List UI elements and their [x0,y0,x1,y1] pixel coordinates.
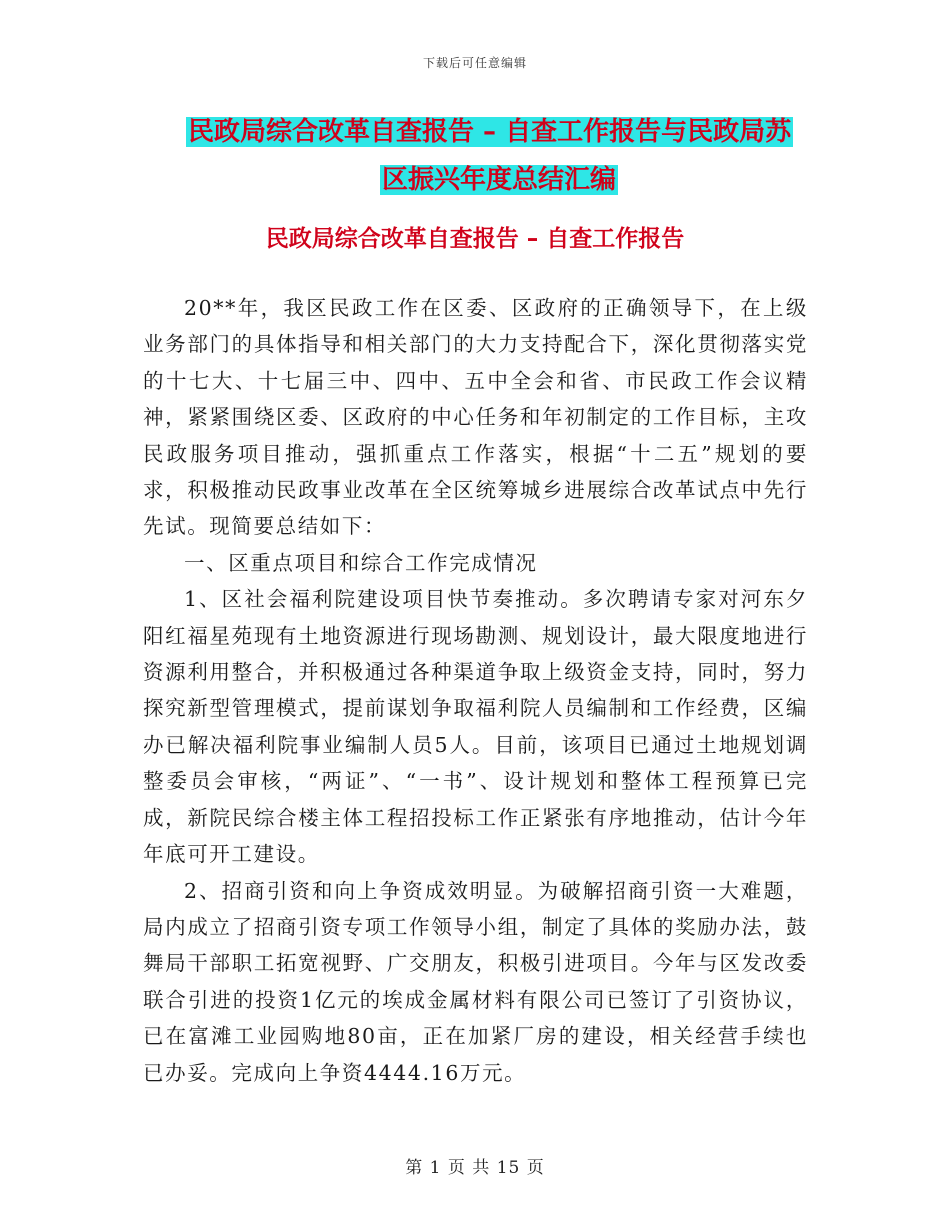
document-title [186,108,826,204]
paragraph-heading-one: 一、区重点项目和综合工作完成情况 [184,550,538,575]
header-note: 下载后可任意编辑 [422,56,527,70]
section-title: 民政局综合改革自查报告 – 自查工作报告 [265,226,685,252]
page-footer: 第 1 页 共 15 页 [405,1158,545,1178]
document-title-line1: 民政局综合改革自查报告 – 自查工作报告与民政局苏 [188,117,792,147]
body-text [143,290,808,1091]
paragraph-item-1: 1、区社会福利院建设项目快节奏推动。多次聘请专家对河东夕阳红福星苑现有土地资源进行现场勘测、规划设计，最大限度地进行资源利用整合，并积极通过各种渠道争取上级资金支持，同时，努力探究新型管理模式，提前谋划争取福利院人员编制和工作经费，区编办已解决福利院事业编制人员5人。目前，该项目已通过土地规划调整委员会审核，“两证”、“一书”、设计规划和整体工程预算已完成，新院民综合楼主体工程招投标工作正紧张有序地推动，估计今年年底可开工建设。 [143,587,808,867]
paragraph-intro: 20**年，我区民政工作在区委、区政府的正确领导下，在上级业务部门的具体指导和相关部门的大力支持配合下，深化贯彻落实党的十七大、十七届三中、四中、五中全会和省、市民政工作会议精神，紧紧围绕区委、区政府的中心任务和年初制定的工作目标，主攻民政服务项目推动，强抓重点工作落实，根据“十二五”规划的要求，积极推动民政事业改革在全区统筹城乡进展综合改革试点中先行先试。现简要总结如下： [143,296,808,539]
document-title-line2: 区振兴年度总结汇编 [382,165,617,195]
paragraph-item-2: 2、招商引资和向上争资成效明显。为破解招商引资一大难题，局内成立了招商引资专项工作领导小组，制定了具体的奖励办法，鼓舞局干部职工拓宽视野、广交朋友，积极引进项目。今年与区发改委联合引进的投资1亿元的埃成金属材料有限公司已签订了引资协议，已在富滩工业园购地80亩，正在加紧厂房的建设，相关经营手续也已办妥。完成向上争资4444.16万元。 [143,878,808,1085]
